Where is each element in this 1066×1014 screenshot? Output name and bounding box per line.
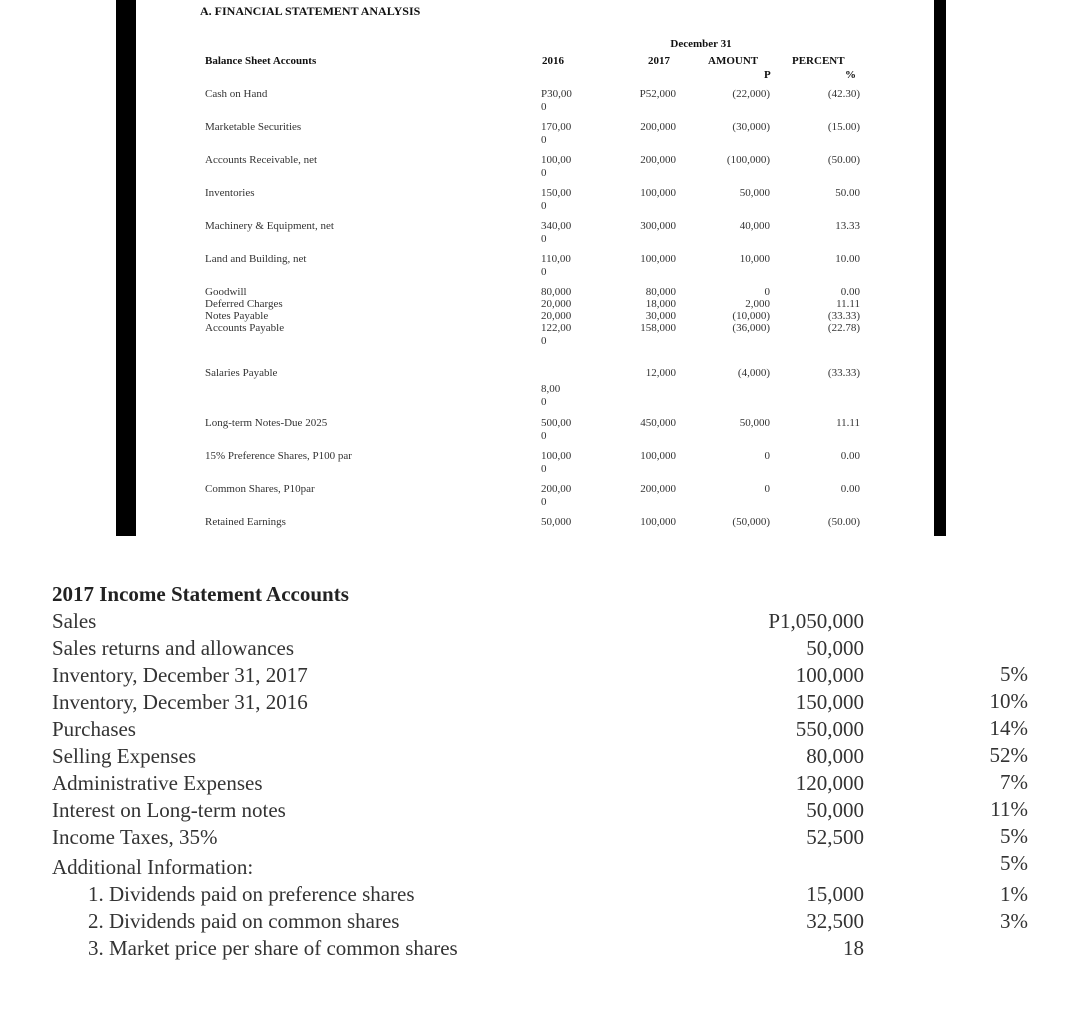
account-name: Retained Earnings [205, 516, 286, 528]
value-2016: 122,00 [541, 322, 572, 334]
change-amount: 0 [764, 286, 770, 298]
income-statement-title: 2017 Income Statement Accounts [52, 582, 349, 606]
change-percent: 11.11 [836, 417, 860, 429]
income-line-label: Administrative Expenses [52, 771, 263, 795]
change-percent: 0.00 [840, 286, 860, 298]
scanned-balance-sheet [116, 0, 946, 536]
change-percent: (42.30) [827, 88, 860, 100]
value-2016: 170,00 [541, 121, 572, 133]
change-percent: (50.00) [827, 516, 860, 528]
value-2017: 100,000 [640, 450, 676, 462]
value-2017: 18,000 [645, 298, 676, 310]
additional-info-label: 2. Dividends paid on common shares [88, 909, 400, 933]
additional-info-amount: 18 [843, 936, 864, 960]
value-2016-wrap: 0 [541, 266, 547, 278]
value-2016: 200,00 [541, 483, 572, 495]
value-2016-wrap: 0 [541, 101, 547, 113]
value-2017: 100,000 [640, 516, 676, 528]
value-2017: 80,000 [645, 286, 676, 298]
value-2016-wrap: 0 [541, 396, 547, 408]
change-amount: 40,000 [739, 220, 770, 232]
account-name: Cash on Hand [205, 88, 268, 100]
income-line-label: Inventory, December 31, 2016 [52, 690, 308, 714]
header-amount: AMOUNT [708, 55, 759, 67]
change-amount: 2,000 [745, 298, 770, 310]
change-amount: 50,000 [739, 187, 770, 199]
value-2016: P30,00 [541, 88, 572, 100]
additional-info-amount: 15,000 [806, 882, 864, 906]
change-percent: (50.00) [827, 154, 860, 166]
value-2017: 100,000 [640, 253, 676, 265]
value-2016: 110,00 [541, 253, 571, 265]
value-2016-wrap: 0 [541, 496, 547, 508]
account-name: Salaries Payable [205, 367, 278, 379]
income-line-percent: 10% [989, 689, 1028, 713]
additional-info-label: 1. Dividends paid on preference shares [88, 882, 415, 906]
income-line-amount: 100,000 [795, 663, 864, 687]
value-2016: 100,00 [541, 154, 572, 166]
value-2017: 450,000 [640, 417, 676, 429]
income-line-percent: 7% [1000, 770, 1028, 794]
account-name: Notes Payable [205, 310, 269, 322]
change-percent: 11.11 [836, 298, 860, 310]
income-line-percent: 52% [989, 743, 1028, 767]
value-2017: 100,000 [640, 187, 676, 199]
income-line-label: Income Taxes, 35% [52, 825, 218, 849]
account-name: Long-term Notes-Due 2025 [205, 417, 328, 429]
value-2016: 20,000 [541, 310, 572, 322]
value-2017: 200,000 [640, 121, 676, 133]
change-percent: 0.00 [840, 450, 860, 462]
value-2017: 30,000 [645, 310, 676, 322]
header-percent-unit: % [845, 69, 856, 81]
scan-page [136, 0, 934, 536]
section-title: A. FINANCIAL STATEMENT ANALYSIS [200, 4, 421, 18]
value-2017: 158,000 [640, 322, 676, 334]
account-name: Marketable Securities [205, 121, 302, 133]
value-2017: 300,000 [640, 220, 676, 232]
income-line-percent: 5% [1000, 851, 1028, 875]
account-name: Deferred Charges [205, 298, 283, 310]
income-line-percent: 11% [990, 797, 1028, 821]
account-name: Accounts Receivable, net [205, 154, 318, 166]
income-line-amount: 120,000 [795, 771, 864, 795]
change-percent: 0.00 [840, 483, 860, 495]
income-line-amount: 50,000 [806, 798, 864, 822]
change-amount: 0 [764, 483, 770, 495]
change-amount: (22,000) [732, 88, 770, 100]
change-amount: (50,000) [732, 516, 770, 528]
change-amount: 10,000 [739, 253, 770, 265]
value-2016-wrap: 0 [541, 430, 547, 442]
value-2016-wrap: 0 [541, 134, 547, 146]
account-name: Land and Building, net [205, 253, 307, 265]
value-2017: P52,000 [639, 88, 676, 100]
header-amount-unit: P [764, 69, 771, 81]
income-line-label: Purchases [52, 717, 136, 741]
value-2016-wrap: 0 [541, 200, 547, 212]
change-percent: (33.33) [827, 367, 860, 379]
account-name: Common Shares, P10par [205, 483, 315, 495]
additional-info-label: 3. Market price per share of common shares [88, 936, 458, 960]
change-amount: (100,000) [726, 154, 770, 166]
value-2017: 12,000 [645, 367, 676, 379]
additional-info-percent: 1% [1000, 882, 1028, 906]
change-amount: (30,000) [732, 121, 770, 133]
value-2017: 200,000 [640, 154, 676, 166]
value-2016: 20,000 [541, 298, 572, 310]
header-2017: 2017 [648, 55, 670, 67]
income-line-amount: 150,000 [795, 690, 864, 714]
value-2016: 500,00 [541, 417, 572, 429]
header-december-31: December 31 [670, 38, 732, 50]
value-2016: 80,000 [541, 286, 572, 298]
additional-info-percent: 3% [1000, 909, 1028, 933]
change-amount: 50,000 [739, 417, 770, 429]
change-percent: (33.33) [827, 310, 860, 322]
income-line-label: Sales returns and allowances [52, 636, 295, 660]
change-amount: (10,000) [732, 310, 770, 322]
account-name: Goodwill [205, 286, 247, 298]
header-accounts: Balance Sheet Accounts [205, 55, 317, 67]
additional-info-title: Additional Information: [52, 855, 254, 879]
income-line-percent: 5% [1000, 824, 1028, 848]
header-percent: PERCENT [792, 55, 845, 67]
account-name: Inventories [205, 187, 255, 199]
value-2016-wrap: 0 [541, 233, 547, 245]
value-2016: 100,00 [541, 450, 572, 462]
income-line-percent: 14% [989, 716, 1028, 740]
change-percent: 50.00 [835, 187, 860, 199]
change-percent: 10.00 [835, 253, 860, 265]
header-2016: 2016 [542, 55, 564, 67]
value-2017: 200,000 [640, 483, 676, 495]
value-2016: 50,000 [541, 516, 572, 528]
change-percent: 13.33 [835, 220, 860, 232]
income-line-amount: 52,500 [806, 825, 864, 849]
income-line-label: Interest on Long-term notes [52, 798, 286, 822]
account-name: Accounts Payable [205, 322, 285, 334]
account-name: Machinery & Equipment, net [205, 220, 334, 232]
income-line-amount: P1,050,000 [768, 609, 864, 633]
change-percent: (22.78) [827, 322, 860, 334]
income-line-amount: 80,000 [806, 744, 864, 768]
change-amount: 0 [764, 450, 770, 462]
income-line-amount: 550,000 [795, 717, 864, 741]
value-2016-wrap: 0 [541, 335, 547, 347]
change-amount: (36,000) [732, 322, 770, 334]
value-2016: 150,00 [541, 187, 572, 199]
value-2016-wrap: 0 [541, 463, 547, 475]
change-amount: (4,000) [737, 367, 770, 379]
income-line-label: Selling Expenses [52, 744, 197, 768]
change-percent: (15.00) [827, 121, 860, 133]
additional-info-amount: 32,500 [806, 909, 864, 933]
account-name: 15% Preference Shares, P100 par [205, 450, 352, 462]
value-2016: 8,00 [541, 383, 561, 395]
income-line-amount: 50,000 [806, 636, 864, 660]
value-2016: 340,00 [541, 220, 572, 232]
income-line-percent: 5% [1000, 662, 1028, 686]
value-2016-wrap: 0 [541, 167, 547, 179]
income-line-label: Inventory, December 31, 2017 [52, 663, 308, 687]
income-line-label: Sales [52, 609, 97, 633]
